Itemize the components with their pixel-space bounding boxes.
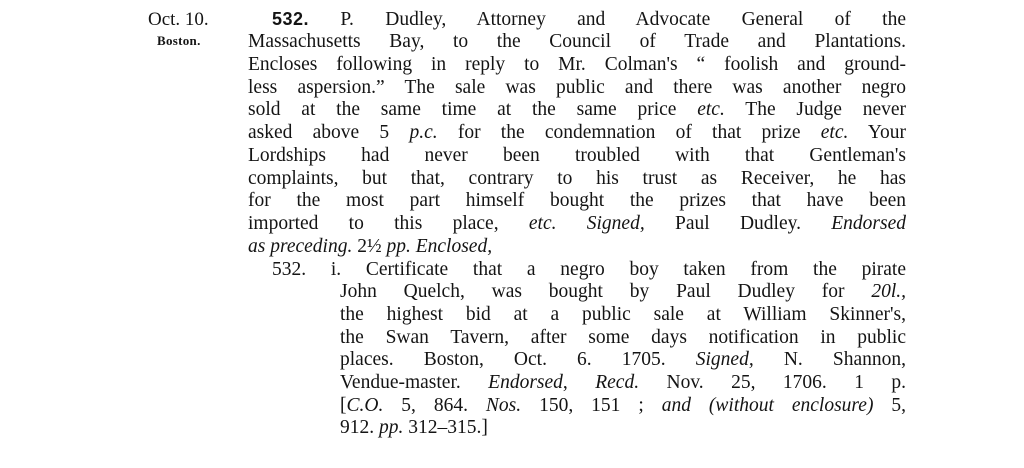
entry-line-7: Lordships had never been troubled with that Gentleman's (248, 145, 906, 166)
entry-line-2: Massachusetts Bay, to the Council of Trade and Plantations. (248, 31, 906, 52)
entry-line-10: imported to this place, etc. Signed, Paul Dudley. Endorsed (248, 213, 906, 234)
enclosure-line-5: places. Boston, Oct. 6. 1705. Signed, N. Shannon, (340, 349, 906, 370)
entry-line-1: 532. P. Dudley, Attorney and Advocate General of the (272, 9, 906, 30)
enclosure-line-8: 912. pp. 312–315.] (340, 417, 488, 438)
enclosure-line-3: the highest bid at a public sale at William Skinner's, (340, 304, 906, 325)
enclosure-line-7: [C.O. 5, 864. Nos. 150, 151 ; and (without enclosure) 5, (340, 395, 907, 416)
entry-line-11: as preceding. 2½ pp. Enclosed, (248, 236, 493, 257)
margin-place: Boston. (157, 33, 201, 48)
entry-line-4: less aspersion.” The sale was public and there was another negro (248, 77, 906, 98)
entry-line-9: for the most part himself bought the prizes that have been (248, 190, 906, 211)
enclosure-line-4: the Swan Tavern, after some days notification in public (340, 327, 906, 348)
entry-line-5: sold at the same time at the same price etc. The Judge never (248, 99, 906, 120)
entry-number: 532. (272, 9, 310, 29)
enclosure-line-2: John Quelch, was bought by Paul Dudley for 20l., (340, 281, 906, 302)
entry-line-6: asked above 5 p.c. for the condemnation of that prize etc. Your (248, 122, 906, 143)
margin-date: Oct. 10. (148, 9, 209, 30)
entry-line-8: complaints, but that, contrary to his trust as Receiver, he has (248, 168, 906, 189)
entry-line-3: Encloses following in reply to Mr. Colman's “ foolish and ground- (248, 54, 906, 75)
enclosure-line-1: 532. i. Certificate that a negro boy taken from the pirate (272, 259, 906, 280)
enclosure-line-6: Vendue-master. Endorsed, Recd. Nov. 25, 1706. 1 p. (340, 372, 906, 393)
